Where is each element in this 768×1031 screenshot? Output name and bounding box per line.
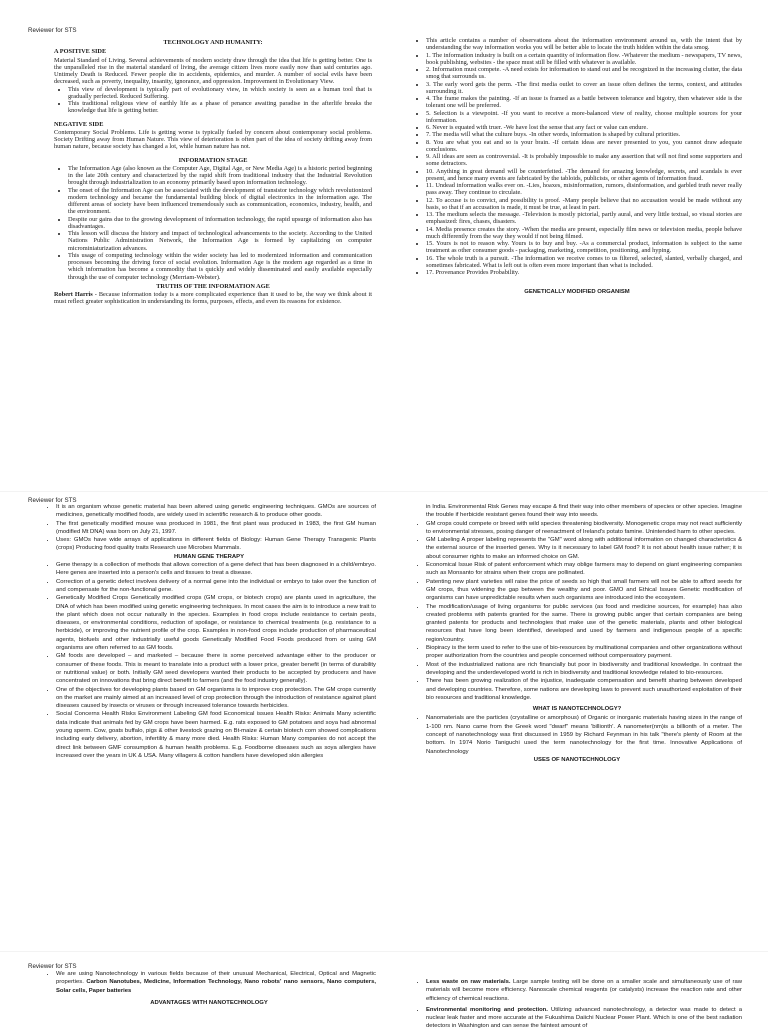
nano-list <box>412 714 742 755</box>
list-item: • 5. Selection is a viewpoint. -If you want to receive a more-balanced view of reality, choose multiple sources for your information. <box>426 110 742 125</box>
information-stage-heading: INFORMATION STAGE <box>178 156 248 164</box>
advantages-list <box>412 978 742 1031</box>
list-item: • Economical Issue Risk of patent enforcement which may oblige farmers may to depend on giant engineering companies such as Monsanto for strains when their crops are pollinated. <box>426 561 742 578</box>
list-item: • Social Concerns Health Risks Environment Labeling GM food Economical issues Health Risks: Animals Many scientific data indicate that animals fed by GM crops have been harmed. E.g. rats exposed to GM potatoes and soya had abnormal young sperm. Cow, goats buffalo, pigs & other livestock grazing on Bt-maize & certain biotech corn showed complications including early delivery, abortion, infertility & many more died. Health Risks: Human Many companies do not accept the direct link between GMF consumption & human health problems. E.g. Foodborne diseases such as soya allergies have increased over the years in UK & USA. Many villagers & cotton handlers have developed skin allergies <box>56 710 376 760</box>
page-1-right-column <box>412 37 742 489</box>
advantage-text: Large sample testing will be done on a smaller scale and simultaneously use of raw materials will become more efficiency. Nanoscale chemical reagents (or catalysts) increase the reaction rate and other efficiency of chemical reactions. <box>426 979 742 1002</box>
page-3-left-column <box>42 970 376 1024</box>
page-2-right-column <box>412 503 742 949</box>
information-stage-list <box>54 165 372 281</box>
list-item: • 1. The information industry is built on a certain quantity of information flow. -Whatever the medium - newspapers, TV news, book publishing, websites - the space must still be filled with whatever is available. <box>426 52 742 67</box>
uses-of-nanotechnology-heading: USES OF NANOTECHNOLOGY <box>533 756 621 763</box>
list-item: • GM foods are developed – and marketed – because there is some perceived advantage either to the producer or consumer of these foods. This is meant to translate into a product with a lower price, greater benefit (in terms of durability or nutritional value) or both. Initially GM seed developers wanted their products to be accepted by producers and have concentrated on innovations that bring direct benefit to farmers (and the food industry generally). <box>56 652 376 685</box>
list-item: • 11. Undead information walks ever on. -Lies, hoaxes, misinformation, rumors, disinformation, and garbled truth never really pass away. They continue to circulate. <box>426 182 742 197</box>
nano-uses-examples: Carbon Nanotubes, Medicine, Information Technology, Nano robots' nano sensors, Nano computers, Solar cells, Paper batteries <box>56 979 377 994</box>
nano-uses-text: We are using Nanotechnology in various fields because of their unusual Mechanical, Electrical, Optical and Magnetic properties. <box>56 971 376 986</box>
section-title: TECHNOLOGY AND HUMANITY: <box>163 39 263 46</box>
human-gene-therapy-heading: HUMAN GENE THERAPY <box>173 553 245 560</box>
list-item: • The modification/usage of living organisms for public services (as food and medicine sources, for example) has also created problems with patents granted for the same. There is growing public anger that certain companies are being granted patents for products and technologies that make use of the genetic materials, plants and other biological resources that have long been identified, developed and used by farmers and indigenous people of a specific region/country. <box>426 603 742 644</box>
positive-side-heading: A POSITIVE SIDE <box>54 48 107 56</box>
list-item: • The onset of the Information Age can be associated with the development of transistor technology which revolutionized modern technology and became the fundamental building block of digital electronics in the information age. The different areas of society have been influenced tremendously such as communication, economics, industry, health, and the environment. <box>68 187 372 216</box>
list-item: • 16. The whole truth is a pursuit. -The information we receive comes to us filtered, selected, slanted, verbally charged, and sometimes fabricated. What is left out is often even more important than what is included. <box>426 255 742 270</box>
list-item: • 2. Information must compete. -A need exists for information to stand out and be recognized in the increasing clutter, the data smog that surrounds us. <box>426 66 742 81</box>
list-item: • 4. The frame makes the painting. -If an issue is framed as a battle between tolerance and bigotry, then whatever side is the tolerant one will be preferred. <box>426 95 742 110</box>
negative-side-heading: NEGATIVE SIDE <box>54 120 104 128</box>
environmental-risk-text: in India. Environmental Risk Genes may escape & find their way into other members of species or other species. Imagine the trouble if herbicide resistant genes found their way into weeds. <box>426 504 742 519</box>
list-item: • 6. Never is equated with truer. -We have lost the sense that any fact or value can endure. <box>426 124 742 131</box>
list-item: • This lesson will discuss the history and impact of technological advancements to the society. According to the United Nations Public Administration Network, the Information Age is formed by capitalizing on computer microminiaturization advances. <box>68 230 372 252</box>
list-item: • 8. You are what you eat and so is your brain. -If certain ideas are never presented to you, you cannot draw adequate conclusions. <box>426 139 742 154</box>
list-item: • This traditional religious view of earthly life as a phase of penance awaiting paradise in the afterlife breaks the knowledge that life is getting better. <box>68 100 372 115</box>
truths-list <box>412 37 742 276</box>
list-item: • One of the objectives for developing plants based on GM organisms is to improve crop protection. The GM crops currently on the market are mainly aimed at an increased level of crop protection through the introduction of resistance against plant diseases caused by insects or viruses or through increased tolerance towards herbicides. <box>56 686 376 711</box>
list-item: • This usage of computing technology within the wider society has led to modernized information and communication processes becoming the driving force of social evolution. Information Age is the modern age regarded as a time in which information has become a commodity that is quickly and widely disseminated and easily available especially through the use of computer technology (Merriam-Webster). <box>68 252 372 281</box>
list-item: • 7. The media will what the culture buys. -In other words, information is shaped by cultural priorities. <box>426 131 742 138</box>
list-item: • It is an organism whose genetic material has been altered using genetic engineering techniques. GMOs are sources of medicines, genetically modified foods, are widely used in scientific research & to produce other goods. <box>56 503 376 520</box>
gmo-list <box>42 503 376 553</box>
page-2-left-column <box>42 503 376 949</box>
list-item: • 10. Anything in great demand will be counterfeited. -The demand for amazing knowledge, secrets, and scandals is ever present, and hence many events are fabricated by the tabloids, publicists, or other agents of information fraud. <box>426 168 742 183</box>
page-3 <box>0 952 768 1030</box>
advantage-text: Utilizing advanced nanotechnology, a detector was made to detect a nuclear leak faster and more accurate at the Fukushima Daiichi Nuclear Power Plant. Which is one of the best radiation detectors in Washington and can sense the faintest amount of <box>426 1006 742 1030</box>
list-item: • Genetically Modified Crops Genetically modified crops (GM crops, or biotech crops) are plants used in agriculture, the DNA of which has been modified using genetic engineering techniques. In most cases the aim is to introduce a new trait to the plant which does not occur naturally in the species. Examples in food crops include resistance to certain pests, diseases, or environmental conditions, reduction of spoilage, or resistance to chemical treatments (e.g. resistance to a herbicide), or improving the nutrient profile of the crop. Examples in non-food crops include production of pharmaceutical agents, biofuels and other industrially useful goods Genetically Modified Food Foods produced from or using GM organisms are often referred to as GM foods. <box>56 594 376 652</box>
nanotechnology-heading: WHAT IS NANOTECHNOLOGY? <box>532 706 622 713</box>
list-item: • Patenting new plant varieties will raise the price of seeds so high that small farmers will not be able to afford seeds for GM crops, thus widening the gap between the wealthy and poor. GMO and Ethical Issues Genetic modification of organisms can have unpredictable results when such organisms are introduced into the ecosystem. <box>426 578 742 603</box>
page-1 <box>0 0 768 490</box>
list-item: • Correction of a genetic defect involves delivery of a normal gene into the individual or embryo to take over the function of and compensate for the non-functional gene. <box>56 578 376 595</box>
advantage-title: Environmental monitoring and protection. <box>426 1006 548 1013</box>
robert-harris-name: Robert Harris <box>54 291 93 298</box>
list-item: • This article contains a number of observations about the information environment around us, with the intent that by understanding the way information works you will be better able to locate the truth hidden within the data smog. <box>426 37 742 52</box>
list-item: • Despite our gains due to the growing development of information technology, the rapid upsurge of information also has disadvantages. <box>68 216 372 231</box>
list-item: • Most of the industrialized nations are rich financially but poor in biodiversity and traditional knowledge. In contrast the developing and the underdeveloped world is rich in biodiversity and traditional knowledge related to bio-resources. <box>426 661 742 678</box>
list-item: • 15. Yours is not to reason why. Yours is to buy and buy. -As a commercial product, information is subject to the same treatment as other consumer goods - packaging, marketing, competition, positioning, and hyping. <box>426 240 742 255</box>
nano-uses-list <box>42 970 376 995</box>
list-item: • 17. Provenance Provides Probability. <box>426 269 742 276</box>
list-item: • There has been growing realization of the injustice, inadequate compensation and benefit sharing between developed and developing countries. Therefore, some nations are developing laws to prevent such unauthorized exploitation of their bio resources and traditional knowledge. <box>426 677 742 702</box>
list-item: • 9. All ideas are seen as controversial. -It is probably impossible to make any assertion that will not find some supporters and some detractors. <box>426 153 742 168</box>
gene-therapy-list <box>42 561 376 760</box>
list-item <box>56 970 376 995</box>
page-header: Reviewer for STS <box>28 963 77 970</box>
page-2 <box>0 492 768 950</box>
robert-harris-text: - Because information today is a more complicated experience than it used to be, the way we think about it must reflect greater sophistication in understanding its forms, purposes, effects, and even its reasons for existence. <box>54 291 372 306</box>
list-item: • Nanomaterials are the particles (crystalline or amorphous) of Organic or inorganic materials having sizes in the range of 1-100 nm. Nano came from the Greek word "dwarf" means 'billionth'. A nanometer(nm)is a billionth of a meter. The concept of nanotechnology was first discussed in 1959 by Richard Feynman in his talk "there's plenty of Room at the bottom. In 1974 Norio Taniguchi used the term nanotechnology for the first time. Innovative Applications of Nanotechnology <box>426 714 742 755</box>
list-item <box>426 978 742 1003</box>
list-item: • 3. The early word gets the perm. -The first media outlet to cover an issue often defines the terms, context, and attitudes surrounding it. <box>426 81 742 96</box>
list-item: • This view of development is typically part of evolutionary view, in which society is seen as a human tool that is gradually perfected. Reduced Suffering. <box>68 86 372 101</box>
list-item: • 13. The medium selects the message. -Television is mostly pictorial, partly aural, and very little textual, so visual stories are emphasized: fires, chases, disasters. <box>426 211 742 226</box>
positive-side-list <box>54 86 372 115</box>
negative-side-text: Contemporary Social Problems. Life is getting worse is typically fueled by concern about contemporary social problems. Society Drifting away from Human Nature. This view of deterioration is often part of the idea of society drifting away from human nature, because society has changed a lot, while human nature has not. <box>54 128 372 151</box>
page-3-right-column <box>412 978 742 1030</box>
gmo-heading: GENETICALLY MODIFIED ORGANISM <box>524 289 630 296</box>
list-item: • Gene therapy is a collection of methods that allows correction of a gene defect that has been diagnosed in a child/embryo. Here genes are inserted into a person's cells and tissues to treat a disease. <box>56 561 376 578</box>
robert-harris-paragraph <box>54 291 372 306</box>
list-item: • The first genetically modified mouse was produced in 1981, the first plant was produced in 1983, the first GM human (modified Mt DNA) was born on July 21, 1997. <box>56 520 376 537</box>
advantage-title: Less waste on raw materials. <box>426 979 511 985</box>
list-item: • Uses: GMOs have wide arrays of applications in different fields of Biology: Human Gene Therapy Transgenic Plants (crops) Producing food quality traits Research use Microbes Mammals. <box>56 536 376 553</box>
page-header: Reviewer for STS <box>28 497 77 504</box>
list-item: • GM Labeling A proper labeling represents the "GM" word along with additional information on changed characteristics & the external source of the inserted genes. Why is it necessary to label GM food? It is not about health issue rather; it is about consumer rights to make an informed choice on GM. <box>426 536 742 561</box>
page-1-left-column <box>54 37 372 489</box>
list-item <box>426 1006 742 1031</box>
page-header: Reviewer for STS <box>28 27 77 34</box>
truths-heading: TRUTHS OF THE INFORMATION AGE <box>156 282 270 290</box>
list-item: • 12. To accuse is to convict, and possibility is proof. -Many people believe that no accusation would be made without any basis, so that if an accusation is made, it must be true, at least in part. <box>426 197 742 212</box>
gm-issues-list <box>412 520 742 703</box>
list-item: • 14. Media presence creates the story. -When the media are present, especially film news or television media, people behave much differently from the way they would if not being filmed. <box>426 226 742 241</box>
list-item: • The Information Age (also known as the Computer Age, Digital Age, or New Media Age) is a historic period beginning in the late 20th century and characterized by the rapid shift from traditional industry that the Industrial Revolution brought through industrialization to an economy primarily based upon information technology. <box>68 165 372 187</box>
advantages-heading: ADVANTAGES WITH NANOTECHNOLOGY <box>150 999 268 1006</box>
list-item: • GM crops could compete or breed with wild species threatening biodiversity. Monogenetic crops may not react sufficiently to environmental stresses, posing danger of reenactment of Ireland's potato famine. Unintended harm to other species. <box>426 520 742 537</box>
list-item: • Biopiracy is the term used to refer to the use of bio-resources by multinational companies and other organizations without proper authorization from the countries and people concerned without compensatory payment. <box>426 644 742 661</box>
positive-side-text: Material Standard of Living. Several achievements of modern society draw through the idea that life is getting better. One is the unparalleled rise in the material standard of living, the average citizen lives more easily now than said centuries ago. Untimely Death is Reduced. Fewer people die in accidents, epidemics, and murder. A number of social evils have been decreased, such as poverty, inequality, insanity, ignorance, and oppression. Improvement in Evolutionary View. <box>54 56 372 86</box>
